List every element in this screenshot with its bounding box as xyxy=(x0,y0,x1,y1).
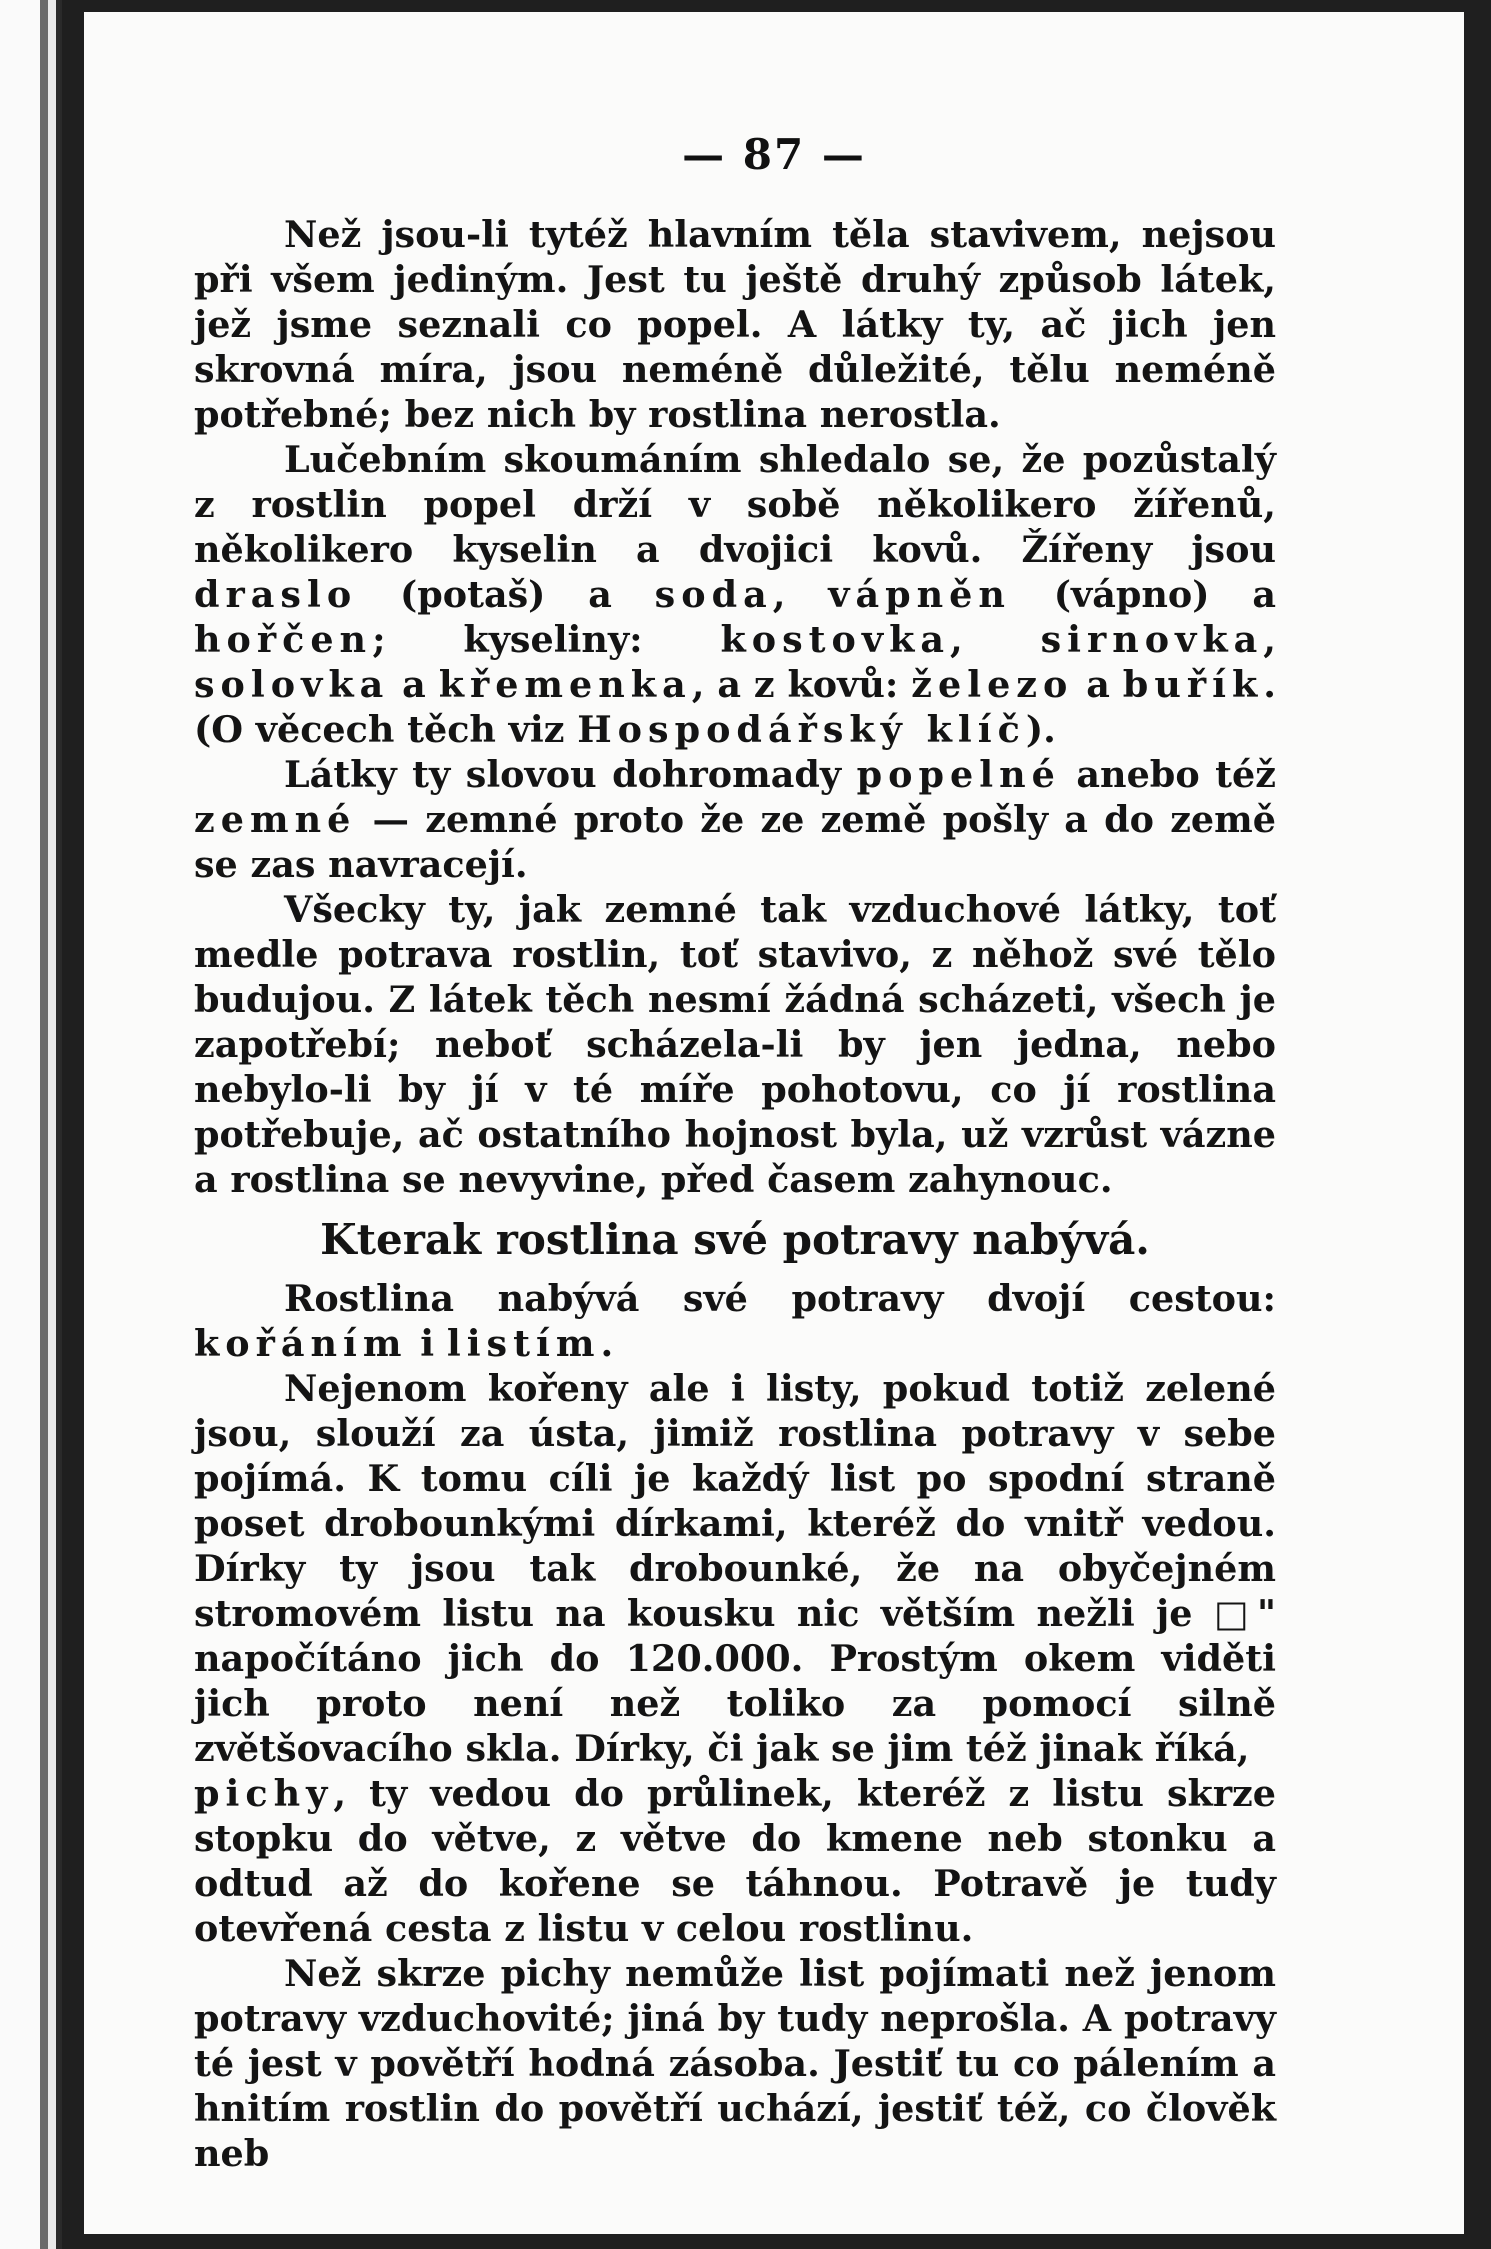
paragraph: Všecky ty, jak zemné tak vzduchové látky, toť medle potrava rostlin, toť stavivo, z něhož své tělo budujou. Z látek těch nesmí žádná scházeti, všech je zapotřebí; neboť scházela-li by jen jedna, nebo nebylo-li by jí v té míře pohotovu, co jí rostlina potřebuje, ač ostatního hojnost byla, už vzrůst vázne a rostlina se nevyvine, před časem zahynouc. xyxy=(194,888,1276,1201)
spaced-term: draslo xyxy=(194,573,358,616)
book-page xyxy=(84,12,1464,2234)
spaced-term: křemenka xyxy=(438,663,692,706)
spaced-term: soda xyxy=(654,573,773,616)
paragraph: Než skrze pichy nemůže list pojímati než jenom potravy vzduchovité; jiná by tudy neprošla. A potravy té jest v povětří hodná zásoba. Jestiť tu co pálením a hnitím rostlin do povětří uchází, jestiť též, co člověk neb xyxy=(194,1952,1276,2175)
spaced-term: hořčen xyxy=(194,618,373,661)
paragraph: Nejenom kořeny ale i listy, pokud totiž zelené jsou, slouží za ústa, jimiž rostlina potravy v sebe pojímá. K tomu cíli je každý list po spodní straně poset drobounkými dírkami, kteréž do vnitř vedou. Dírky ty jsou tak drobounké, že na obyčejném stromovém listu na kousku nic větším nežli je □" napočítáno jich do 120.000. Prostým okem viděti jich proto není než toliko za pomocí silně zvětšovacího skla. Dírky, či jak se jim též jinak říká, xyxy=(194,1367,1276,1770)
page-text xyxy=(194,212,1276,2176)
spaced-term: vápněn xyxy=(828,573,1011,616)
page-number: — 87 — xyxy=(682,130,866,179)
spaced-term: popelné xyxy=(856,753,1061,796)
paragraph: pichy, ty vedou do průlinek, kteréž z listu skrze stopku do větve, z větve do kmene neb stonku a odtud až do kořene se táhnou. Potravě je tudy otevřená cesta z listu v celou rostlinu. xyxy=(194,1772,1276,1950)
paragraph: Než jsou-li tytéž hlavním těla stavivem, nejsou při všem jediným. Jest tu ještě druhý způsob látek, jež jsme seznali co popel. A látky ty, ač jich jen skrovná míra, jsou neméně důležité, tělu neméně potřebné; bez nich by rostlina nerostla. xyxy=(194,213,1276,436)
paragraph: Látky ty slovou dohromady popelné anebo též zemné — zemné proto že ze země pošly a do země se zas navracejí. xyxy=(194,753,1276,886)
spaced-term: pichy xyxy=(194,1772,334,1815)
spaced-term: kořáním xyxy=(194,1322,408,1365)
previous-page-edge xyxy=(0,0,62,2249)
spaced-term: buřík xyxy=(1122,663,1264,706)
spaced-term: solovka xyxy=(194,663,390,706)
spaced-term: železo xyxy=(911,663,1074,706)
spaced-term: kostovka xyxy=(720,618,951,661)
section-heading: Kterak rostlina své potravy nabývá. xyxy=(320,1215,1150,1264)
paragraph: Lučebním skoumáním shledalo se, že pozůstalý z rostlin popel drží v sobě několikero žířenů, několikero kyselin a dvojici kovů. Žířeny jsou draslo (potaš) a soda, vápněn (vápno) a hořčen; kyseliny: kostovka, sirnovka, solovka a křemenka, a z kovů: železo a buřík. (O věcech těch viz Hospodářský klíč). xyxy=(194,438,1277,751)
spaced-term: sirnovka xyxy=(1040,618,1264,661)
spaced-term: listím xyxy=(446,1322,601,1365)
spaced-term: Hospodářský klíč xyxy=(577,708,1026,751)
spaced-term: zemné xyxy=(194,798,357,841)
paragraph: Rostlina nabývá své potravy dvojí cestou: kořáním i listím. xyxy=(194,1277,1276,1365)
